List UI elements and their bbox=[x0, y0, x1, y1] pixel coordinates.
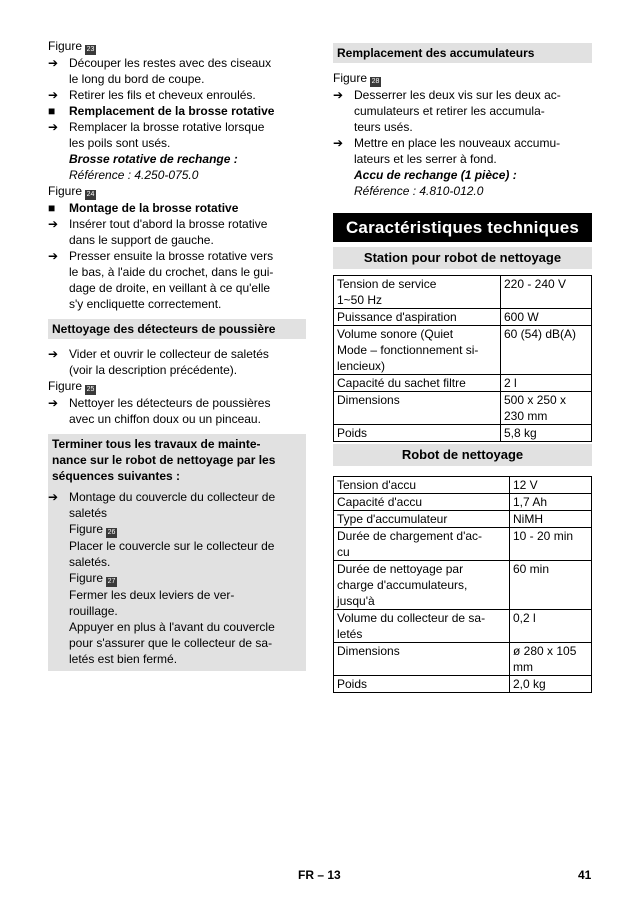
table-row bbox=[334, 676, 592, 693]
table-row bbox=[334, 561, 592, 610]
table-row bbox=[334, 643, 592, 676]
spec-name-cell bbox=[334, 494, 510, 511]
arrow-bullet-icon: ➔ bbox=[48, 56, 59, 70]
spec-value: 230 mm bbox=[504, 409, 548, 423]
spec-value: 60 min bbox=[513, 562, 550, 576]
robot-specs-table bbox=[333, 476, 592, 693]
step-insert-batteries: ➔ Mettre en place les nouveaux accumu- lateurs et les serrer à fond. bbox=[333, 136, 561, 166]
spec-value-cell bbox=[510, 494, 592, 511]
step-insert-brush: ➔ Insérer tout d'abord la brosse rotative dans le support de gauche. bbox=[48, 217, 268, 247]
spec-name-cell bbox=[334, 392, 501, 425]
spec-value-cell bbox=[501, 326, 592, 375]
spec-value-cell bbox=[501, 392, 592, 425]
step-replace-brush: ➔ Remplacer la brosse rotative lorsque les poils sont usés. bbox=[48, 120, 265, 150]
spec-name-cell bbox=[334, 643, 510, 676]
spec-name: Dimensions bbox=[337, 644, 400, 658]
spec-name: jusqu'à bbox=[337, 594, 375, 608]
step-clean-sensors: ➔ Nettoyer les détecteurs de poussières avec un chiffon doux ou un pinceau. bbox=[48, 396, 271, 426]
spec-value-cell bbox=[501, 276, 592, 309]
figure-number-icon: 27 bbox=[107, 578, 116, 585]
figure-ref-26: Figure 26 bbox=[69, 522, 116, 536]
spare-battery-reference: Référence : 4.810-012.0 bbox=[354, 184, 484, 198]
spec-value: 5,8 kg bbox=[504, 426, 537, 440]
subheading-robot: Robot de nettoyage bbox=[333, 444, 592, 466]
spec-name-cell bbox=[334, 326, 501, 375]
section-title-specs: Caractéristiques techniques bbox=[333, 213, 592, 242]
spare-brush-reference: Référence : 4.250-075.0 bbox=[69, 168, 199, 182]
spec-name: lencieux) bbox=[337, 359, 386, 373]
spec-name: Volume du collecteur de sa- bbox=[337, 611, 486, 625]
spec-value: 600 W bbox=[504, 310, 539, 324]
spec-value-cell bbox=[501, 309, 592, 326]
table-row bbox=[334, 392, 592, 425]
arrow-bullet-icon: ➔ bbox=[48, 490, 59, 504]
step-press-brush: ➔ Presser ensuite la brosse rotative vers le bas, à l'aide du crochet, dans le gui- dage de droite, en veillant à ce qu'elle s'y encliquette correctement. bbox=[48, 249, 274, 311]
table-row bbox=[334, 309, 592, 326]
table-row bbox=[334, 425, 592, 442]
heading-replace-batteries: Remplacement des accumulateurs bbox=[333, 43, 592, 63]
spec-name: Capacité d'accu bbox=[337, 495, 423, 509]
spec-value: 60 (54) dB(A) bbox=[504, 327, 577, 341]
spec-name-cell bbox=[334, 610, 510, 643]
finish-steps-block: ➔ Montage du couvercle du collecteur de saletés Figure 26 Placer le couvercle sur le collecteur de saletés. Figure 27 Fermer les deux leviers de ver- rouillage. Appuyer en plus à l'avant du couvercle pour s'assurer que le collecteur de sa- letés est bien fermé. bbox=[48, 486, 306, 671]
spec-name: charge d'accumulateurs, bbox=[337, 578, 468, 592]
arrow-bullet-icon: ➔ bbox=[48, 217, 59, 231]
spec-name: cu bbox=[337, 545, 350, 559]
arrow-bullet-icon: ➔ bbox=[48, 347, 59, 361]
spec-name: 1~50 Hz bbox=[337, 293, 383, 307]
spec-name: Tension de service bbox=[337, 277, 437, 291]
table-row bbox=[334, 494, 592, 511]
arrow-bullet-icon: ➔ bbox=[333, 88, 344, 102]
spare-battery-label: Accu de rechange (1 pièce) : bbox=[354, 168, 517, 182]
figure-ref-24: Figure 24 bbox=[48, 184, 95, 198]
heading-finish-maintenance: Terminer tous les travaux de mainte- nance sur le robot de nettoyage par les séquences suivantes : bbox=[48, 434, 306, 486]
heading-clean-dust-sensors: Nettoyage des détecteurs de poussière bbox=[48, 319, 306, 339]
page-number: 41 bbox=[578, 868, 592, 882]
figure-number-icon: 24 bbox=[86, 191, 95, 198]
step-empty-collector: ➔ Vider et ouvrir le collecteur de saletés (voir la description précédente). bbox=[48, 347, 269, 377]
spec-name: Volume sonore (Quiet bbox=[337, 327, 454, 341]
arrow-bullet-icon: ➔ bbox=[48, 88, 59, 102]
spec-name: Type d'accumulateur bbox=[337, 512, 448, 526]
spec-value-cell bbox=[510, 511, 592, 528]
table-row bbox=[334, 477, 592, 494]
arrow-bullet-icon: ➔ bbox=[48, 120, 59, 134]
spec-value: NiMH bbox=[513, 512, 543, 526]
table-row bbox=[334, 375, 592, 392]
spec-value: 1,7 Ah bbox=[513, 495, 548, 509]
spec-value-cell bbox=[510, 643, 592, 676]
spec-value: 12 V bbox=[513, 478, 538, 492]
step-loosen-screws: ➔ Desserrer les deux vis sur les deux ac- cumulateurs et retirer les accumula- teurs usés. bbox=[333, 88, 561, 134]
spec-name: Dimensions bbox=[337, 393, 400, 407]
figure-ref-25: Figure 25 bbox=[48, 379, 95, 393]
spec-value-cell bbox=[510, 477, 592, 494]
spec-value: 220 - 240 V bbox=[504, 277, 567, 291]
table-row bbox=[334, 528, 592, 561]
spec-name: letés bbox=[337, 627, 363, 641]
figure-number-icon: 28 bbox=[371, 78, 380, 85]
heading-replace-brush: ■ Remplacement de la brosse rotative bbox=[48, 104, 275, 118]
spec-name-cell bbox=[334, 375, 501, 392]
spec-value-cell bbox=[510, 610, 592, 643]
spec-name-cell bbox=[334, 309, 501, 326]
table-row bbox=[334, 610, 592, 643]
figure-number-icon: 23 bbox=[86, 46, 95, 53]
spec-value-cell bbox=[510, 676, 592, 693]
spec-name-cell bbox=[334, 477, 510, 494]
spec-name: Mode – fonctionnement si- bbox=[337, 343, 479, 357]
table-row bbox=[334, 276, 592, 309]
table-row bbox=[334, 326, 592, 375]
spec-value-cell bbox=[501, 425, 592, 442]
spec-name: Capacité du sachet filtre bbox=[337, 376, 466, 390]
spec-value: 2,0 kg bbox=[513, 677, 546, 691]
spec-name: Poids bbox=[337, 426, 368, 440]
station-specs-table bbox=[333, 275, 592, 442]
spec-value-cell bbox=[501, 375, 592, 392]
left-column bbox=[48, 38, 306, 671]
right-column bbox=[333, 38, 592, 693]
spec-value: 0,2 l bbox=[513, 611, 536, 625]
figure-number-icon: 25 bbox=[86, 386, 95, 393]
spec-value: ø 280 x 105 bbox=[513, 644, 577, 658]
arrow-bullet-icon: ➔ bbox=[333, 136, 344, 150]
figure-ref-27: Figure 27 bbox=[69, 571, 116, 585]
figure-ref-23: Figure 23 bbox=[48, 39, 95, 53]
square-bullet-icon: ■ bbox=[48, 201, 56, 215]
spec-name: Poids bbox=[337, 677, 368, 691]
figure-ref-28: Figure 28 bbox=[333, 71, 380, 85]
arrow-bullet-icon: ➔ bbox=[48, 396, 59, 410]
spare-brush-label: Brosse rotative de rechange : bbox=[69, 152, 238, 166]
step-remove-hair: ➔ Retirer les fils et cheveux enroulés. bbox=[48, 88, 256, 102]
spec-name-cell bbox=[334, 561, 510, 610]
spec-name: Tension d'accu bbox=[337, 478, 417, 492]
spec-value-cell bbox=[510, 528, 592, 561]
figure-number-icon: 26 bbox=[107, 529, 116, 536]
spec-name-cell bbox=[334, 425, 501, 442]
arrow-bullet-icon: ➔ bbox=[48, 249, 59, 263]
spec-value: 2 l bbox=[504, 376, 517, 390]
spec-value: mm bbox=[513, 660, 533, 674]
spec-name: Durée de chargement d'ac- bbox=[337, 529, 483, 543]
spec-name-cell bbox=[334, 276, 501, 309]
spec-name: Durée de nettoyage par bbox=[337, 562, 464, 576]
subheading-station: Station pour robot de nettoyage bbox=[333, 247, 592, 269]
table-row bbox=[334, 511, 592, 528]
step-cut: ➔ Découper les restes avec des ciseaux le long du bord de coupe. bbox=[48, 56, 272, 86]
heading-mount-brush: ■ Montage de la brosse rotative bbox=[48, 201, 239, 215]
footer-section-label: FR – 13 bbox=[298, 868, 341, 882]
spec-value: 10 - 20 min bbox=[513, 529, 574, 543]
spec-name-cell bbox=[334, 511, 510, 528]
spec-name-cell bbox=[334, 528, 510, 561]
spec-value-cell bbox=[510, 561, 592, 610]
square-bullet-icon: ■ bbox=[48, 104, 56, 118]
spec-name-cell bbox=[334, 676, 510, 693]
spec-value: 500 x 250 x bbox=[504, 393, 567, 407]
spec-name: Puissance d'aspiration bbox=[337, 310, 457, 324]
